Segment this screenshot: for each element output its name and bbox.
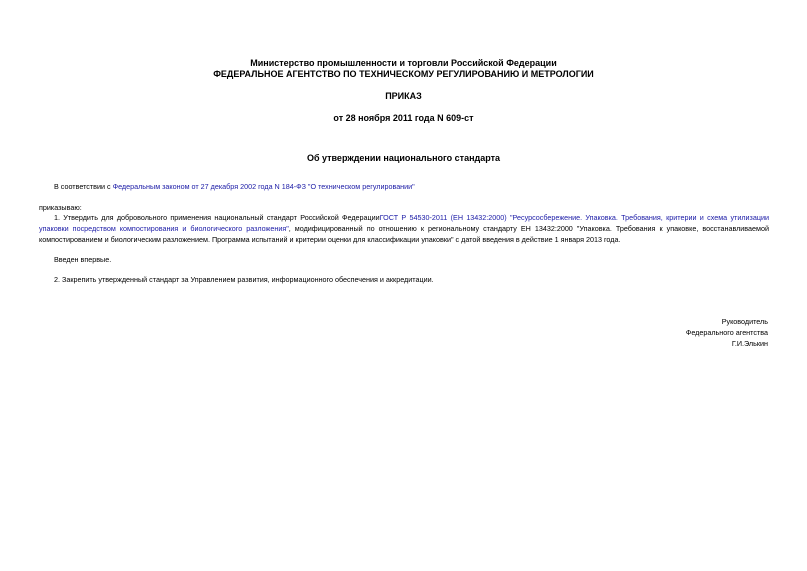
document-date-number: от 28 ноября 2011 года N 609-ст: [333, 113, 474, 123]
item-1-suffix: , модифицированный по отношению к региональному стандарту ЕН 13432:2000 "Упаковка. Требования к упаковке, восстанавливаемой компостированием и биологическим разложением. Программа испытаний и критерии оценки для классификации упаковки" с датой введения в действие 1 января 2013 года.: [39, 224, 769, 244]
signature-organization: Федерального агентства: [685, 328, 768, 337]
item-2-paragraph: 2. Закрепить утвержденный стандарт за Управлением развития, информационного обеспечения и аккредитации.: [54, 275, 434, 284]
federal-law-link[interactable]: Федеральным законом от 27 декабря 2002 года N 184-ФЗ "О техническом регулировании": [112, 182, 415, 191]
orders-line: приказываю:: [39, 203, 82, 212]
basis-paragraph: [39, 181, 769, 192]
gost-standard-link[interactable]: ГОСТ Р 54530-2011 (ЕН 13432:2000) "Ресурсосбережение. Упаковка. Требования, критерии и схема утилизации упаковки посредством компостирования и биологического разложения": [39, 213, 769, 233]
signature-block: [686, 316, 768, 349]
signature-name: Г.И.Элькин: [731, 339, 768, 348]
ministry-title: Министерство промышленности и торговли Российской Федерации: [250, 58, 557, 68]
document-type: ПРИКАЗ: [385, 91, 422, 101]
signature-position: Руководитель: [721, 317, 768, 326]
basis-prefix: В соответствии с: [54, 182, 113, 191]
item-1-prefix: 1. Утвердить для добровольного применения национальный стандарт Российской Федерации: [54, 213, 380, 222]
agency-title: ФЕДЕРАЛЬНОЕ АГЕНТСТВО ПО ТЕХНИЧЕСКОМУ РЕГУЛИРОВАНИЮ И МЕТРОЛОГИИ: [213, 69, 594, 79]
introduced-note: Введен впервые.: [54, 255, 112, 264]
document-subject: Об утверждении национального стандарта: [306, 153, 501, 163]
item-1-paragraph: [39, 212, 769, 245]
